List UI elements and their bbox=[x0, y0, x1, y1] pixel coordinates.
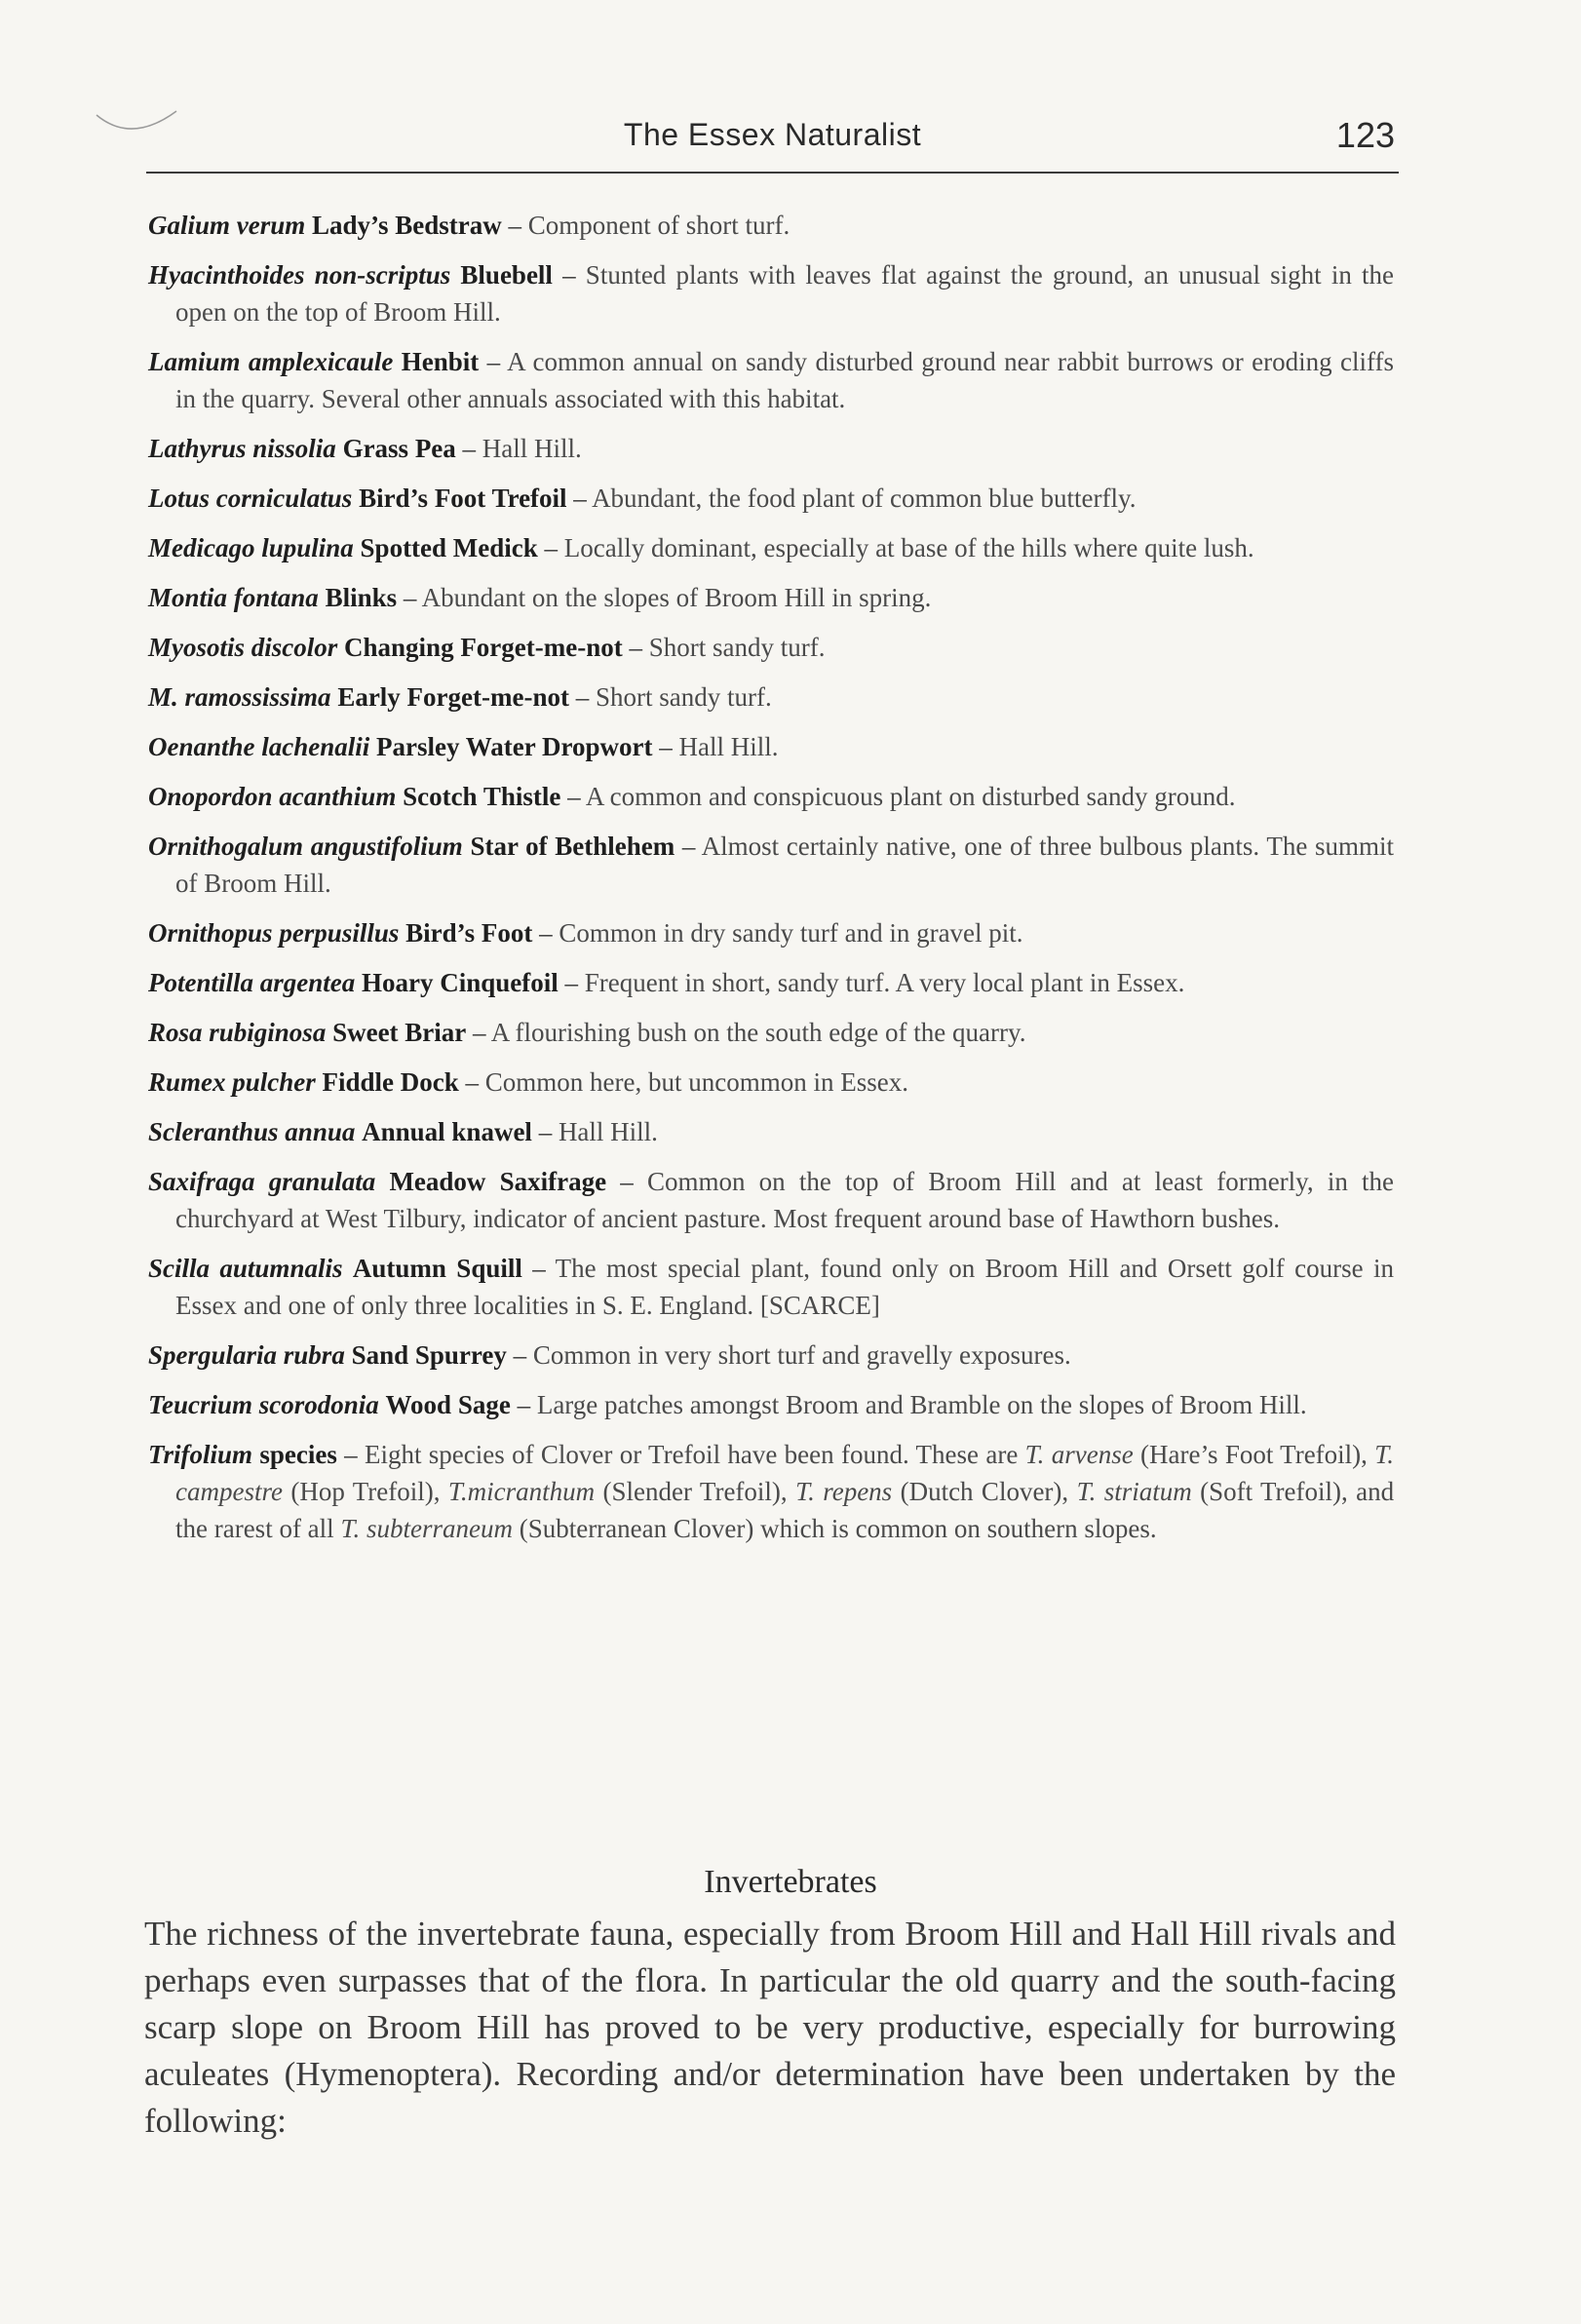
species-description: Eight species of Clover or Trefoil have been found. These are T. arvense (Hare’s Foot Trefoil), T. campestre (Hop Trefoil), T.micranthum (Slender Trefoil), T. repens (Dutch Clover), T. striatum (Soft Trefoil), and the rarest of all T. subterraneum (Subterranean Clover) which is common on southern slopes. bbox=[175, 1440, 1395, 1543]
section-body: The richness of the invertebrate fauna, especially from Broom Hill and Hall Hill rivals and perhaps even surpasses that of the flora. In particular the old quarry and the south-facing scarp slope on Broom Hill has proved to be very productive, especially for burrowing aculeates (Hymenoptera). Recording and/or determination have been undertaken by the following: bbox=[144, 1915, 1396, 2140]
species-description: Abundant, the food plant of common blue butterfly. bbox=[592, 484, 1137, 513]
species-entry: Oenanthe lachenalii Parsley Water Dropwort – Hall Hill. bbox=[148, 732, 779, 761]
species-entry: Galium verum Lady’s Bedstraw – Component of short turf. bbox=[148, 211, 790, 240]
species-s3: T.micranthum bbox=[447, 1477, 596, 1506]
species-entry: Scleranthus annua Annual knawel – Hall Hill. bbox=[148, 1117, 658, 1146]
common-name: Bird’s Foot bbox=[405, 918, 533, 948]
species-entry: Myosotis discolor Changing Forget-me-not – Short sandy turf. bbox=[148, 633, 826, 662]
common-name: Henbit bbox=[401, 347, 480, 376]
common-name: Annual knawel bbox=[362, 1117, 532, 1146]
common-name: species bbox=[259, 1440, 337, 1469]
species-entry: Rumex pulcher Fiddle Dock – Common here, but uncommon in Essex. bbox=[148, 1067, 908, 1097]
common-name: Grass Pea bbox=[342, 434, 456, 463]
species-entry: Medicago lupulina Spotted Medick – Locally dominant, especially at base of the hills where quite lush. bbox=[148, 533, 1254, 562]
species-entry: Scilla autumnalis Autumn Squill – The most special plant, found only on Broom Hill and Orsett golf course in Essex and one of only three localities in S. E. England. [SCARCE] bbox=[148, 1254, 1394, 1320]
scientific-name: Trifolium bbox=[148, 1440, 253, 1469]
species-entries bbox=[148, 207, 1394, 1423]
common-name: Changing Forget-me-not bbox=[344, 633, 623, 662]
species-description: A common annual on sandy disturbed ground near rabbit burrows or eroding cliffs in the quarry. Several other annuals associated with this habitat. bbox=[175, 347, 1394, 413]
scientific-name: M. ramossissima bbox=[148, 682, 331, 712]
species-description: Abundant on the slopes of Broom Hill in spring. bbox=[421, 583, 932, 612]
species-entry: Teucrium scorodonia Wood Sage – Large patches amongst Broom and Bramble on the slopes of Broom Hill. bbox=[148, 1390, 1307, 1419]
common-name: Wood Sage bbox=[385, 1390, 511, 1419]
species-entry: Ornithopus perpusillus Bird’s Foot – Common in dry sandy turf and in gravel pit. bbox=[148, 918, 1023, 948]
species-description: Common in dry sandy turf and in gravel pit. bbox=[559, 918, 1023, 948]
species-description: Short sandy turf. bbox=[595, 682, 772, 712]
scientific-name: Myosotis discolor bbox=[148, 633, 338, 662]
species-entry: Spergularia rubra Sand Spurrey – Common in very short turf and gravelly exposures. bbox=[148, 1340, 1071, 1370]
scientific-name: Rosa rubiginosa bbox=[148, 1018, 327, 1047]
common-name: Bluebell bbox=[460, 260, 553, 290]
species-description: Common here, but uncommon in Essex. bbox=[484, 1067, 908, 1097]
common-name: Autumn Squill bbox=[352, 1254, 522, 1283]
common-name: Scotch Thistle bbox=[403, 782, 561, 811]
scientific-name: Onopordon acanthium bbox=[148, 782, 397, 811]
common-name: Parsley Water Dropwort bbox=[376, 732, 653, 761]
species-entry: Ornithogalum angustifolium Star of Bethlehem – Almost certainly native, one of three bulbous plants. The summit of Broom Hill. bbox=[148, 832, 1394, 898]
scientific-name: Potentilla argentea bbox=[148, 968, 356, 997]
common-name: Early Forget-me-not bbox=[337, 682, 569, 712]
scientific-name: Rumex pulcher bbox=[148, 1067, 316, 1097]
species-description: Hall Hill. bbox=[678, 732, 779, 761]
common-name: Sweet Briar bbox=[332, 1018, 467, 1047]
species-entry: Lamium amplexicaule Henbit – A common annual on sandy disturbed ground near rabbit burrows or eroding cliffs in the quarry. Several other annuals associated with this habitat. bbox=[148, 347, 1394, 413]
species-entry: Montia fontana Blinks – Abundant on the slopes of Broom Hill in spring. bbox=[148, 583, 932, 612]
species-s1: T. arvense bbox=[1024, 1440, 1134, 1469]
species-description: A flourishing bush on the south edge of the quarry. bbox=[490, 1018, 1026, 1047]
common-name: Blinks bbox=[325, 583, 398, 612]
species-entry: Potentilla argentea Hoary Cinquefoil – Frequent in short, sandy turf. A very local plant in Essex. bbox=[148, 968, 1185, 997]
species-description: Frequent in short, sandy turf. A very local plant in Essex. bbox=[584, 968, 1185, 997]
scientific-name: Teucrium scorodonia bbox=[148, 1390, 379, 1419]
scientific-name: Hyacinthoides non-scriptus bbox=[148, 260, 451, 290]
common-name: Star of Bethlehem bbox=[470, 832, 675, 861]
species-description: Stunted plants with leaves flat against the ground, an unusual sight in the open on the top of Broom Hill. bbox=[175, 260, 1395, 327]
scientific-name: Ornithopus perpusillus bbox=[148, 918, 400, 948]
scientific-name: Lamium amplexicaule bbox=[148, 347, 394, 376]
species-entry: M. ramossissima Early Forget-me-not – Short sandy turf. bbox=[148, 682, 772, 712]
scientific-name: Scleranthus annua bbox=[148, 1117, 356, 1146]
species-description: Component of short turf. bbox=[527, 211, 790, 240]
species-entry: Lotus corniculatus Bird’s Foot Trefoil – Abundant, the food plant of common blue butterfly. bbox=[148, 484, 1137, 513]
scientific-name: Lotus corniculatus bbox=[148, 484, 353, 513]
species-entry: Onopordon acanthium Scotch Thistle – A common and conspicuous plant on disturbed sandy ground. bbox=[148, 782, 1236, 811]
species-description: Hall Hill. bbox=[482, 434, 582, 463]
species-entry-trifolium: Trifolium species – Eight species of Clover or Trefoil have been found. These are T. arvense (Hare’s Foot Trefoil), T. campestre (Hop Trefoil), T.micranthum (Slender Trefoil), T. repens (Dutch Clover), T. striatum (Soft Trefoil), and the rarest of all T. subterraneum (Subterranean Clover) which is common on southern slopes. bbox=[148, 1440, 1395, 1543]
species-entry: Rosa rubiginosa Sweet Briar – A flourishing bush on the south edge of the quarry. bbox=[148, 1018, 1026, 1047]
page-header bbox=[146, 109, 1399, 174]
section-heading: Invertebrates bbox=[704, 1864, 877, 1900]
common-name: Meadow Saxifrage bbox=[389, 1167, 607, 1196]
species-entry: Lathyrus nissolia Grass Pea – Hall Hill. bbox=[148, 434, 582, 463]
species-description: The most special plant, found only on Broom Hill and Orsett golf course in Essex and one of only three localities in S. E. England. [SCARCE] bbox=[175, 1254, 1394, 1320]
scientific-name: Saxifraga granulata bbox=[148, 1167, 376, 1196]
scientific-name: Spergularia rubra bbox=[148, 1340, 345, 1370]
scientific-name: Lathyrus nissolia bbox=[148, 434, 336, 463]
page-number: 123 bbox=[1335, 115, 1395, 155]
scientific-name: Oenanthe lachenalii bbox=[148, 732, 370, 761]
scientific-name: Galium verum bbox=[148, 211, 306, 240]
scientific-name: Montia fontana bbox=[148, 583, 319, 612]
common-name: Fiddle Dock bbox=[322, 1067, 459, 1097]
common-name: Spotted Medick bbox=[360, 533, 538, 562]
common-name: Bird’s Foot Trefoil bbox=[359, 484, 567, 513]
species-description: A common and conspicuous plant on disturbed sandy ground. bbox=[585, 782, 1236, 811]
species-description: Almost certainly native, one of three bulbous plants. The summit of Broom Hill. bbox=[175, 832, 1394, 898]
species-description: Large patches amongst Broom and Bramble on the slopes of Broom Hill. bbox=[536, 1390, 1307, 1419]
species-entry: Saxifraga granulata Meadow Saxifrage – Common on the top of Broom Hill and at least formerly, in the churchyard at West Tilbury, indicator of ancient pasture. Most frequent around base of Hawthorn bushes. bbox=[148, 1167, 1395, 1233]
common-name: Lady’s Bedstraw bbox=[312, 211, 502, 240]
species-description: Short sandy turf. bbox=[648, 633, 826, 662]
species-description: Locally dominant, especially at base of the hills where quite lush. bbox=[563, 533, 1254, 562]
species-list bbox=[148, 207, 1394, 1560]
species-s6: T. subterraneum bbox=[340, 1514, 513, 1543]
species-s4: T. repens bbox=[795, 1477, 893, 1506]
scientific-name: Medicago lupulina bbox=[148, 533, 354, 562]
scientific-name: Scilla autumnalis bbox=[148, 1254, 343, 1283]
species-description: Common on the top of Broom Hill and at least formerly, in the churchyard at West Tilbury, indicator of ancient pasture. Most frequent around base of Hawthorn bushes. bbox=[175, 1167, 1395, 1233]
species-entry: Hyacinthoides non-scriptus Bluebell – Stunted plants with leaves flat against the ground, an unusual sight in the open on the top of Broom Hill. bbox=[148, 260, 1395, 327]
species-description: Common in very short turf and gravelly exposures. bbox=[532, 1340, 1071, 1370]
species-s2: T. campestre bbox=[175, 1440, 1395, 1506]
scientific-name: Ornithogalum angustifolium bbox=[148, 832, 463, 861]
common-name: Hoary Cinquefoil bbox=[362, 968, 559, 997]
species-description: Hall Hill. bbox=[558, 1117, 658, 1146]
running-title: The Essex Naturalist bbox=[623, 117, 922, 152]
common-name: Sand Spurrey bbox=[351, 1340, 507, 1370]
species-s5: T. striatum bbox=[1076, 1477, 1192, 1506]
